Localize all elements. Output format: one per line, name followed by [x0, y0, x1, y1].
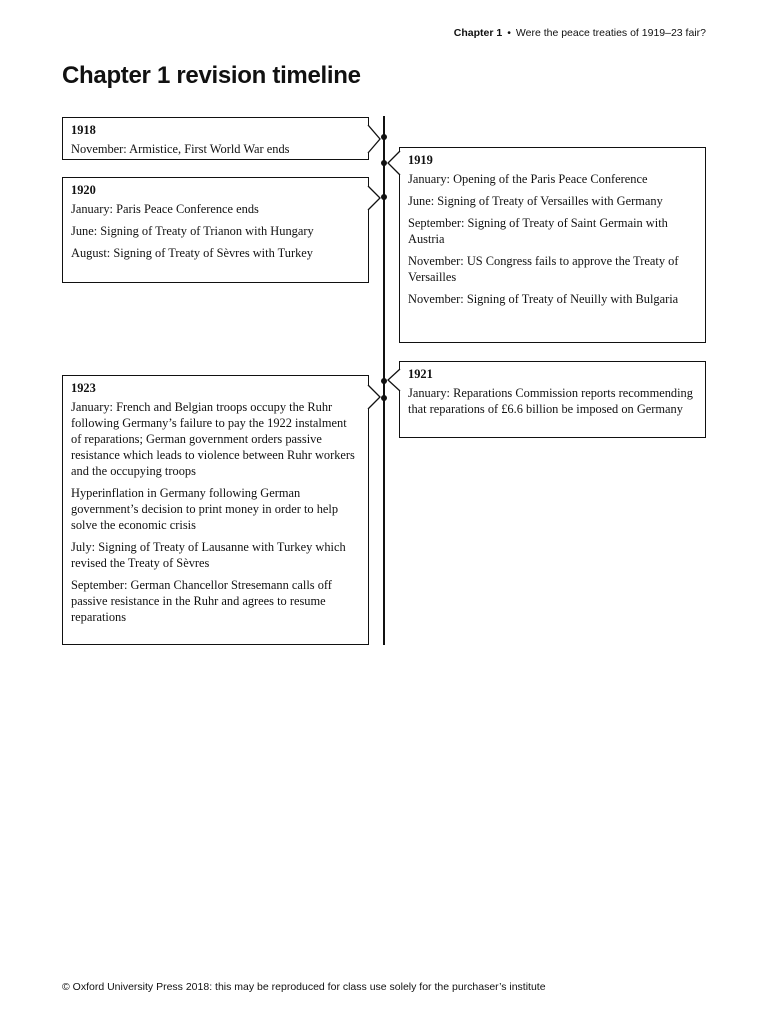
pointer-1921 — [386, 369, 400, 391]
box-year: 1918 — [71, 123, 96, 137]
box-year: 1919 — [408, 153, 433, 167]
box-entry: Hyperinflation in Germany following German government’s decision to print money in order to help solve the economic crisis — [71, 486, 339, 532]
box-entry: August: Signing of Treaty of Sèvres with Turkey — [71, 246, 313, 260]
timeline-box-1921 — [399, 361, 706, 438]
box-entry: November: Signing of Treaty of Neuilly with Bulgaria — [408, 292, 679, 306]
timeline-box-1919 — [399, 147, 706, 343]
pointer-1920 — [368, 186, 382, 210]
box-entry: June: Signing of Treaty of Versailles with Germany — [408, 194, 663, 208]
header-separator: • — [507, 27, 511, 39]
box-entry: June: Signing of Treaty of Trianon with Hungary — [71, 224, 314, 238]
box-entry: November: Armistice, First World War ends — [71, 142, 290, 156]
box-year: 1923 — [71, 381, 96, 395]
box-entry: July: Signing of Treaty of Lausanne with Turkey which revised the Treaty of Sèvres — [71, 540, 346, 570]
timeline-box-1918 — [62, 117, 369, 160]
timeline-box-1920 — [62, 177, 369, 283]
box-year: 1920 — [71, 183, 96, 197]
box-entry: January: Opening of the Paris Peace Conference — [408, 172, 648, 186]
box-year: 1921 — [408, 367, 433, 381]
box-entry: November: US Congress fails to approve the Treaty of Versailles — [408, 254, 679, 284]
box-entry: January: Paris Peace Conference ends — [71, 202, 259, 216]
box-entry: September: German Chancellor Stresemann calls off passive resistance in the Ruhr and agrees to resume reparations — [71, 578, 332, 624]
box-entry: January: Reparations Commission reports recommending that reparations of £6.6 billion be imposed on Germany — [408, 386, 693, 416]
timeline-box-1923 — [62, 375, 369, 645]
pointer-1923 — [368, 385, 382, 409]
copyright-footer: © Oxford University Press 2018: this may be reproduced for class use solely for the purchaser’s institute — [62, 981, 546, 993]
box-entry: January: French and Belgian troops occupy the Ruhr following Germany’s failure to pay the 1922 instalment of reparations; German government orders passive resistance which leads to violence between Ruhr workers and the occupying troops — [71, 400, 355, 478]
pointer-1919 — [386, 151, 400, 175]
box-entry: September: Signing of Treaty of Saint Germain with Austria — [408, 216, 668, 246]
header-chapter: Chapter 1 — [453, 27, 503, 39]
pointer-1918 — [368, 125, 382, 153]
running-header — [454, 27, 706, 39]
header-subtitle: Were the peace treaties of 1919–23 fair? — [515, 27, 706, 39]
page-title: Chapter 1 revision timeline — [62, 62, 361, 89]
